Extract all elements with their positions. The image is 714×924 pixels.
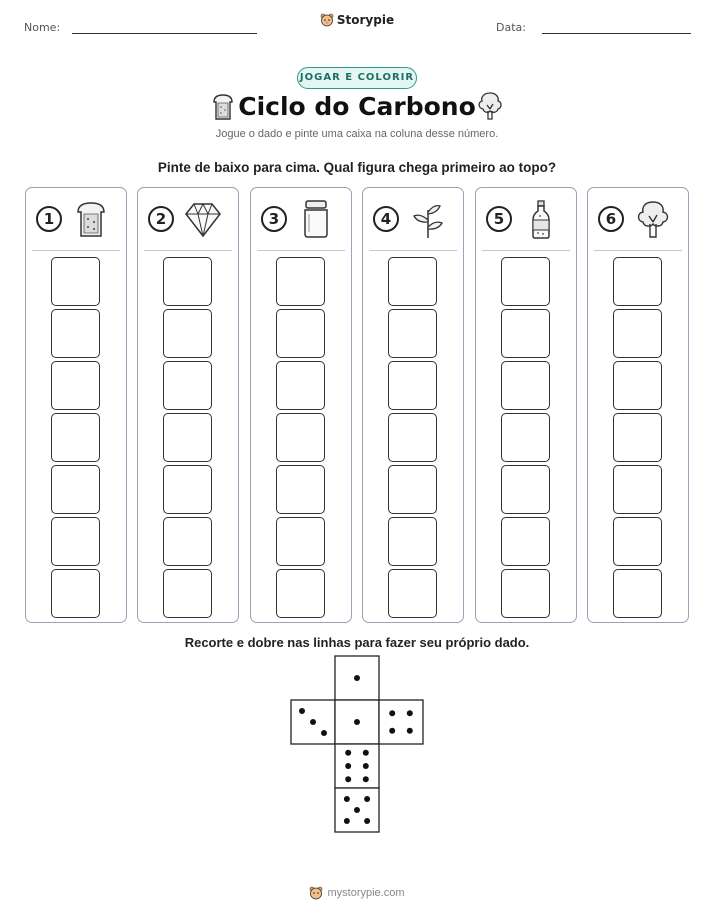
dice-pip <box>321 730 327 736</box>
dice-face <box>335 700 379 744</box>
color-box[interactable] <box>613 517 662 566</box>
color-box[interactable] <box>501 361 550 410</box>
color-box[interactable] <box>501 257 550 306</box>
column-number: 3 <box>261 206 287 232</box>
color-box[interactable] <box>276 361 325 410</box>
dice-face <box>379 700 423 744</box>
dice-pip <box>344 818 350 824</box>
activity-badge: JOGAR E COLORIR <box>297 67 417 89</box>
color-box[interactable] <box>276 413 325 462</box>
color-box[interactable] <box>276 517 325 566</box>
dice-pip <box>354 719 360 725</box>
column-number: 1 <box>36 206 62 232</box>
color-box[interactable] <box>388 361 437 410</box>
column-divider <box>144 250 232 251</box>
color-box[interactable] <box>276 257 325 306</box>
dice-face <box>335 788 379 832</box>
color-box[interactable] <box>51 309 100 358</box>
column-header <box>476 198 576 244</box>
color-box[interactable] <box>501 465 550 514</box>
footer-url: mystorypie.com <box>327 887 405 899</box>
tree-icon <box>475 90 505 122</box>
tree-icon <box>632 198 674 240</box>
color-box[interactable] <box>163 517 212 566</box>
color-box[interactable] <box>613 413 662 462</box>
color-box[interactable] <box>163 569 212 618</box>
column-number: 5 <box>486 206 512 232</box>
column-header <box>588 198 688 244</box>
dice-pip <box>389 710 395 716</box>
color-box[interactable] <box>613 257 662 306</box>
column-header <box>363 198 463 244</box>
footer <box>0 886 714 905</box>
name-label: Nome: <box>24 21 61 34</box>
color-box[interactable] <box>388 517 437 566</box>
column-number: 6 <box>598 206 624 232</box>
color-box[interactable] <box>163 361 212 410</box>
color-box[interactable] <box>613 361 662 410</box>
column-number: 2 <box>148 206 174 232</box>
color-box[interactable] <box>163 465 212 514</box>
color-box[interactable] <box>501 569 550 618</box>
column-header <box>251 198 351 244</box>
column-5 <box>475 187 577 623</box>
column-divider <box>594 250 682 251</box>
color-box[interactable] <box>51 465 100 514</box>
color-box[interactable] <box>613 309 662 358</box>
dice-pip <box>364 796 370 802</box>
bottle-icon <box>520 198 562 240</box>
dice-instruction: Recorte e dobre nas linhas para fazer seu próprio dado. <box>184 635 530 650</box>
dice-pip <box>354 675 360 681</box>
name-field[interactable] <box>72 33 257 34</box>
storypie-mascot-icon <box>309 886 323 900</box>
column-divider <box>32 250 120 251</box>
date-label: Data: <box>496 21 526 34</box>
color-box[interactable] <box>501 517 550 566</box>
column-divider <box>482 250 570 251</box>
dice-pip <box>310 719 316 725</box>
column-header <box>138 198 238 244</box>
date-field[interactable] <box>542 33 691 34</box>
column-6 <box>587 187 689 623</box>
column-1 <box>25 187 127 623</box>
dice-pip <box>354 807 360 813</box>
color-box[interactable] <box>501 309 550 358</box>
color-box[interactable] <box>388 257 437 306</box>
dice-pip <box>363 763 369 769</box>
column-number: 4 <box>373 206 399 232</box>
column-header <box>26 198 126 244</box>
dice-face <box>291 700 335 744</box>
color-box[interactable] <box>388 569 437 618</box>
dice-face <box>335 744 379 788</box>
brand-logo <box>0 13 714 32</box>
color-box[interactable] <box>613 569 662 618</box>
subtitle: Jogue o dado e pinte uma caixa na coluna desse número. <box>215 128 499 140</box>
bread-icon <box>70 198 112 240</box>
column-divider <box>369 250 457 251</box>
storypie-mascot-icon <box>320 13 334 27</box>
page-title: Ciclo do Carbono <box>238 92 476 121</box>
color-box[interactable] <box>501 413 550 462</box>
dice-pip <box>363 750 369 756</box>
dice-pip <box>407 710 413 716</box>
dice-pip <box>364 818 370 824</box>
column-4 <box>362 187 464 623</box>
color-box[interactable] <box>163 413 212 462</box>
color-box[interactable] <box>276 309 325 358</box>
color-box[interactable] <box>51 517 100 566</box>
plant-icon <box>407 198 449 240</box>
color-box[interactable] <box>51 361 100 410</box>
color-box[interactable] <box>388 413 437 462</box>
instruction-text: Pinte de baixo para cima. Qual figura chega primeiro ao topo? <box>157 160 557 175</box>
color-box[interactable] <box>388 465 437 514</box>
dice-pip <box>345 776 351 782</box>
color-box[interactable] <box>51 257 100 306</box>
color-box[interactable] <box>613 465 662 514</box>
dice-pip <box>299 708 305 714</box>
dice-face <box>335 656 379 700</box>
color-box[interactable] <box>51 413 100 462</box>
color-box[interactable] <box>276 465 325 514</box>
dice-pip <box>389 728 395 734</box>
brand-name: Storypie <box>336 13 395 27</box>
color-box[interactable] <box>51 569 100 618</box>
column-3 <box>250 187 352 623</box>
jar-icon <box>295 198 337 240</box>
column-divider <box>257 250 345 251</box>
color-box[interactable] <box>163 257 212 306</box>
dice-pip <box>363 776 369 782</box>
color-box[interactable] <box>276 569 325 618</box>
dice-pip <box>344 796 350 802</box>
color-box[interactable] <box>163 309 212 358</box>
column-2 <box>137 187 239 623</box>
diamond-icon <box>182 198 224 240</box>
color-box[interactable] <box>388 309 437 358</box>
dice-pip <box>345 750 351 756</box>
dice-pip <box>345 763 351 769</box>
dice-pip <box>407 728 413 734</box>
